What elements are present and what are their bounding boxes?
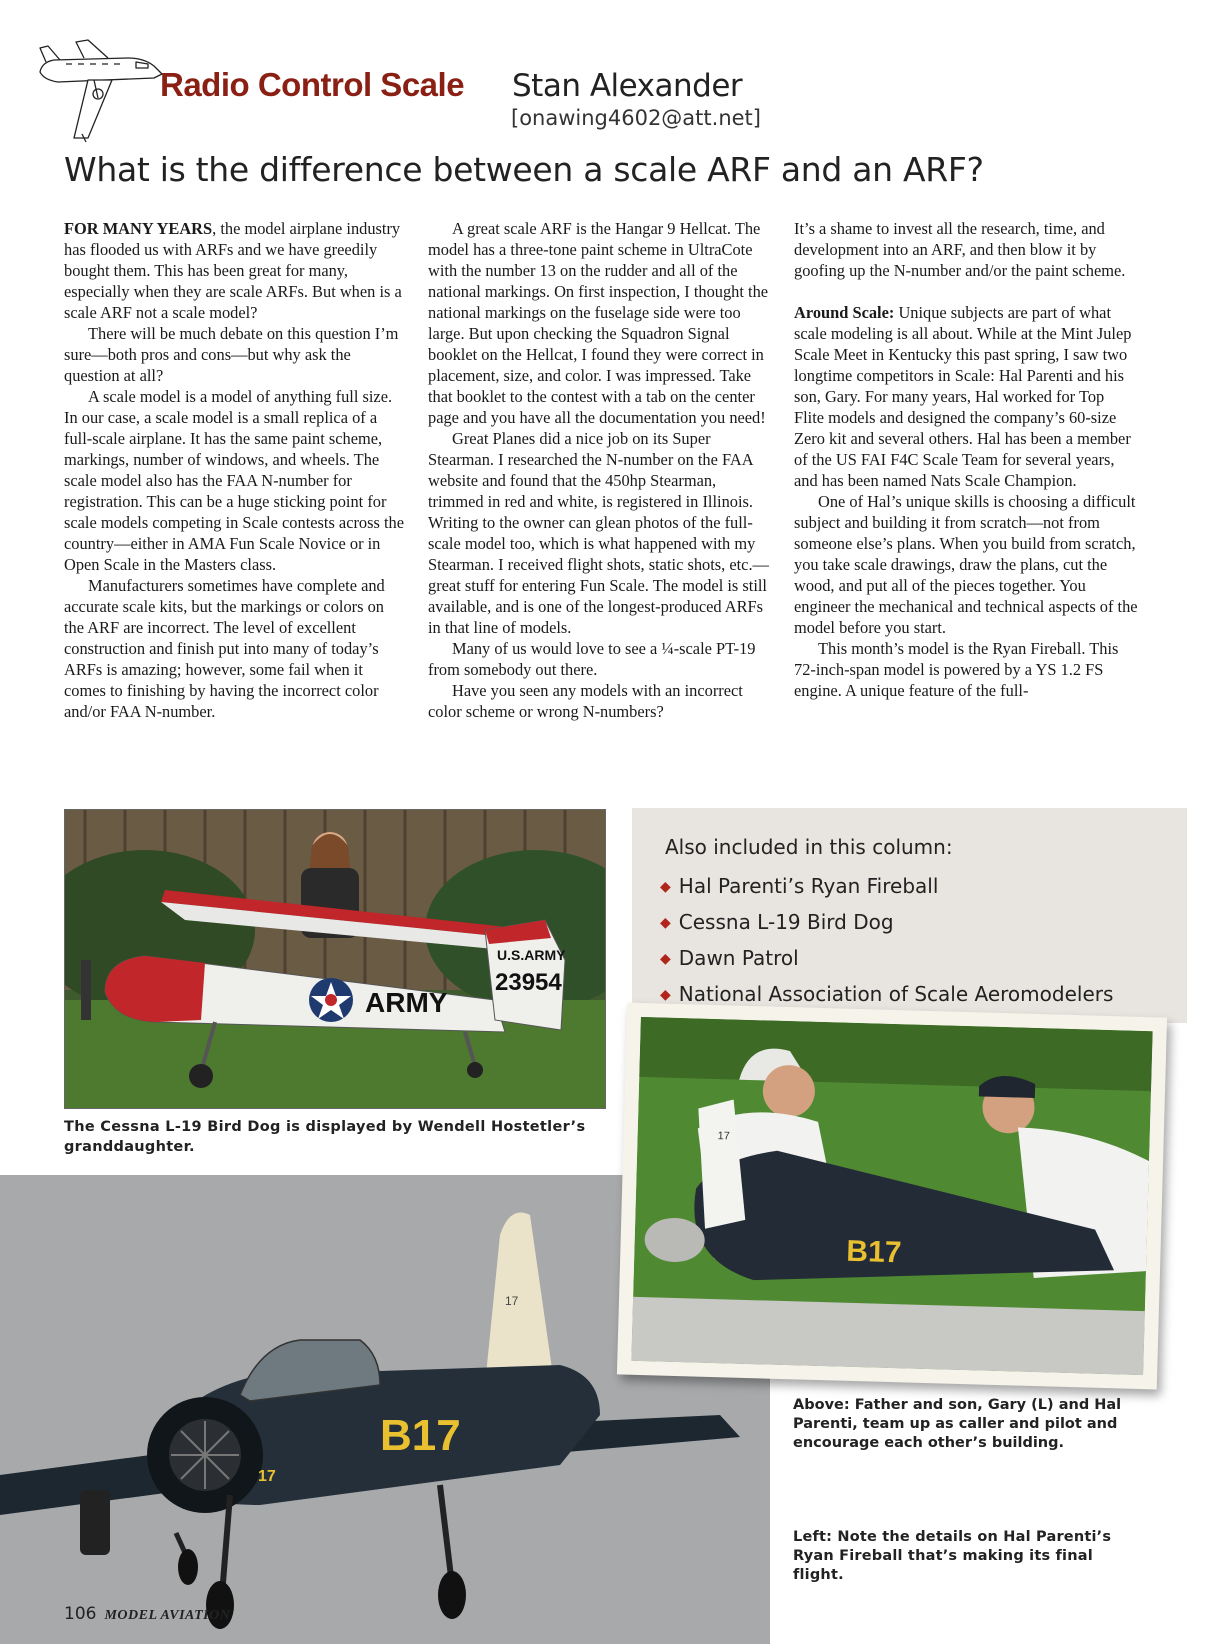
- bullet-icon: ◆: [660, 879, 671, 895]
- paragraph: Have you seen any models with an incorrect color scheme or wrong N-numbers?: [428, 681, 743, 721]
- paragraph-text: Unique subjects are part of what scale modeling is all about. While at the Mint Julep Scale Meet in Kentucky this past spring, I saw two longtime competitors in Scale: Hal Parenti and his son, Gary. For many years, Hal worked for Top Flite models and designed the company’s 60-size Zero kit and several others. Hal has been a member of the US FAI F4C Scale Team for several years, and has been named Nats Scale Champion.: [794, 303, 1132, 490]
- fireball-number-ground: B17: [845, 1234, 902, 1270]
- cowl-number: 17: [258, 1468, 276, 1485]
- magazine-name: MODEL AVIATION: [104, 1608, 231, 1623]
- cessna-tail-text: U.S.ARMY: [497, 947, 566, 963]
- bullet-icon: ◆: [660, 951, 671, 967]
- paragraph-text: , the model airplane industry has flooded us with ARFs and we have greedily bought them. This has been great for many, especially when they are scale ARFs. But when is a scale ARF not a scale model?: [64, 219, 402, 322]
- cessna-side-text: ARMY: [365, 987, 448, 1018]
- author-email[interactable]: [onawing4602@att.net]: [511, 106, 761, 130]
- subhead: Around Scale:: [794, 303, 895, 322]
- father-son-photo: [617, 1003, 1167, 1390]
- article-column-3: [794, 218, 1138, 701]
- page-number: 106: [64, 1604, 97, 1624]
- article-headline: What is the difference between a scale ARF and an ARF?: [64, 150, 984, 189]
- fin-number: 17: [717, 1130, 731, 1143]
- cessna-caption: The Cessna L-19 Bird Dog is displayed by Wendell Hostetler’s granddaughter.: [64, 1119, 586, 1155]
- page-footer: [64, 1604, 230, 1624]
- father-son-caption: Above: Father and son, Gary (L) and Hal Parenti, team up as caller and pilot and encourage each other’s building.: [793, 1397, 1122, 1451]
- fireball-number: B17: [380, 1411, 461, 1460]
- tail-number: 17: [505, 1294, 519, 1308]
- sidebar-item-label: Cessna L-19 Bird Dog: [678, 910, 894, 934]
- sidebar-item-label: Hal Parenti’s Ryan Fireball: [678, 874, 939, 898]
- sidebar-list: [660, 868, 1113, 1012]
- sidebar-item-label: Dawn Patrol: [678, 946, 799, 970]
- paragraph: There will be much debate on this question I’m sure—both pros and cons—but why ask the question at all?: [64, 324, 399, 385]
- sidebar-item: [660, 940, 1113, 976]
- cessna-photo: [64, 809, 606, 1109]
- fireball-caption: Left: Note the details on Hal Parenti’s Ryan Fireball that’s making its final flight.: [793, 1529, 1112, 1583]
- paragraph: Manufacturers sometimes have complete and accurate scale kits, but the markings or colors on the ARF are incorrect. The level of excellent construction and finish put into many of today’s ARFs is amazing; however, some fail when it comes to finishing by having the incorrect color and/or FAA N-number.: [64, 576, 385, 721]
- paragraph: [794, 302, 1138, 491]
- sidebar-title: Also included in this column:: [665, 835, 953, 859]
- author-name: Stan Alexander: [512, 68, 743, 104]
- bullet-icon: ◆: [660, 915, 671, 931]
- paragraph: This month’s model is the Ryan Fireball. This 72-inch-span model is powered by a YS 1.2 FS engine. A unique feature of the full-: [794, 639, 1119, 700]
- paragraph: A scale model is a model of anything full size. In our case, a scale model is a small replica of a full-scale airplane. It has the same paint scheme, markings, number of windows, and wheels. The scale model also has the FAA N-number for registration. This can be a huge sticking point for scale models competing in Scale contests across the country—either in AMA Fun Scale Novice or in Open Scale in the Masters class.: [64, 387, 405, 574]
- bullet-icon: ◆: [660, 987, 671, 1003]
- cessna-tail-number: 23954: [495, 969, 562, 996]
- paragraph: [64, 218, 408, 323]
- paragraph: A great scale ARF is the Hangar 9 Hellcat. The model has a three-tone paint scheme in UltraCote with the number 13 on the rudder and all of the national markings. On first inspection, I thought the national markings on the fuselage side were too large. But upon checking the Squadron Signal booklet on the Hellcat, I found they were correct in placement, size, and color. I was impressed. Take that booklet to the contest with a tab on the center page and you have all the documentation you need!: [428, 219, 769, 427]
- paragraph: It’s a shame to invest all the research, time, and development into an ARF, and then blow it by goofing up the N-number and/or the paint scheme.: [794, 219, 1126, 280]
- sidebar-item-label: National Association of Scale Aeromodelers: [678, 982, 1114, 1006]
- article-column-2: [428, 218, 774, 722]
- lead-in: FOR MANY YEARS: [64, 219, 213, 238]
- paragraph: Great Planes did a nice job on its Super Stearman. I researched the N-number on the FAA website and found that the 450hp Stearman, trimmed in red and white, is registered in Illinois. Writing to the owner can glean photos of the full-scale model too, which is what happened with my Stearman. I received flight shots, static shots, etc.—great stuff for entering Fun Scale. The model is still available, and is one of the longest-produced ARFs in that line of models.: [428, 429, 769, 637]
- section-title: Radio Control Scale: [160, 66, 465, 103]
- paragraph: Many of us would love to see a ¼-scale PT-19 from somebody out there.: [428, 639, 756, 679]
- paragraph: One of Hal’s unique skills is choosing a difficult subject and building it from scratch—not from someone else’s plans. When you build from scratch, you take scale drawings, draw the plans, cut the wood, and put all of the pieces together. You engineer the mechanical and technical aspects of the model before you start.: [794, 492, 1138, 637]
- sidebar-item: [660, 868, 1113, 904]
- article-column-1: [64, 218, 408, 722]
- airplane-logo-icon: [36, 38, 166, 148]
- sidebar-item: [660, 904, 1113, 940]
